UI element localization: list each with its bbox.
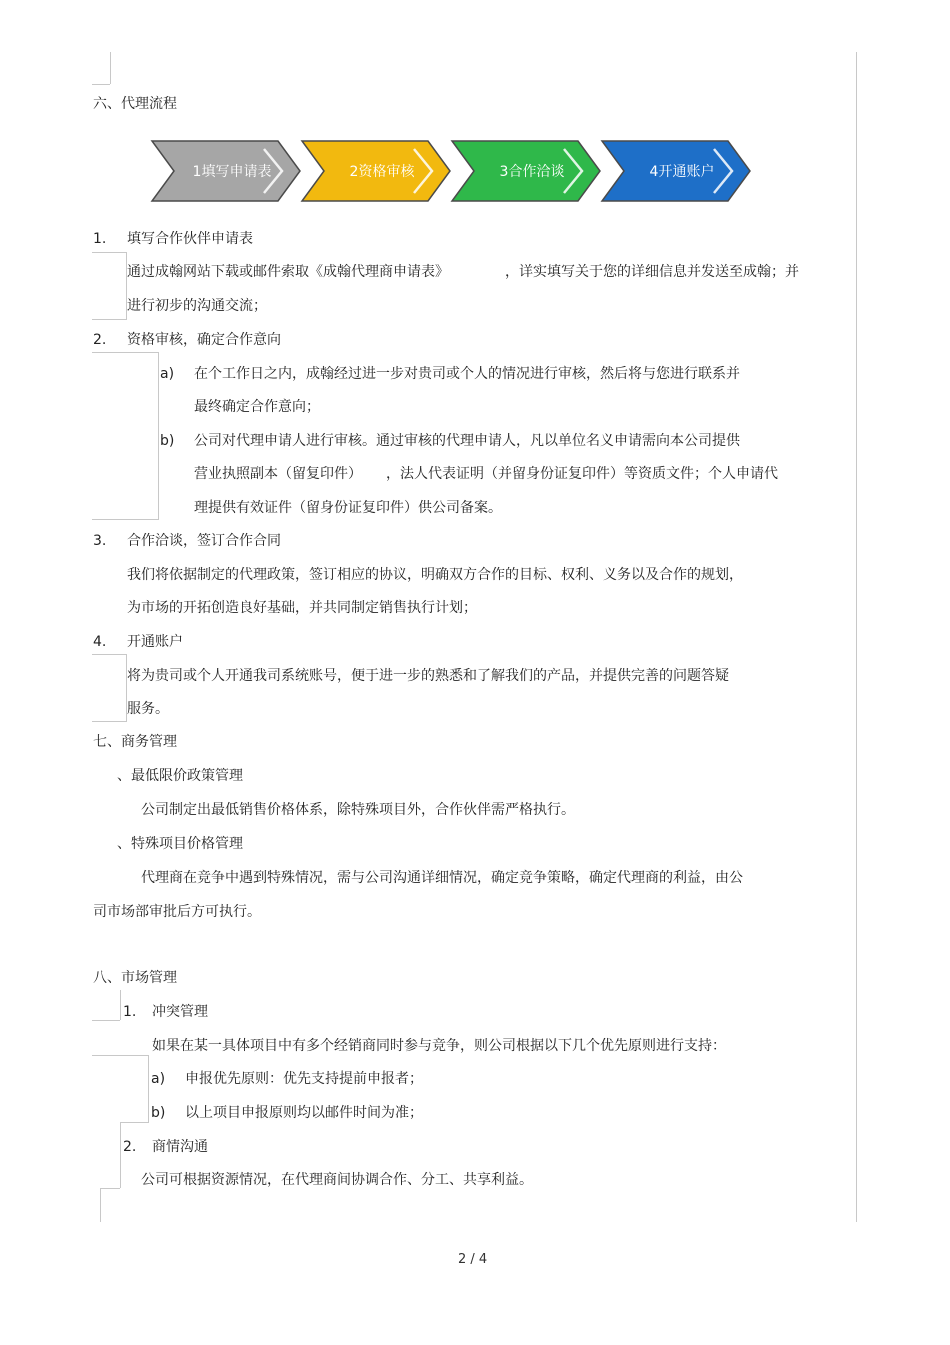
paragraph-line: ，法人代表证明（并留身份证复印件）等资质文件；个人申请代 xyxy=(386,466,778,482)
margin-line xyxy=(92,1020,120,1021)
process-step-label: 3合作洽谈 xyxy=(499,164,565,180)
margin-line xyxy=(92,1055,148,1056)
paragraph-line: 理提供有效证件（留身份证复印件）供公司备案。 xyxy=(194,500,502,516)
margin-line xyxy=(92,252,126,253)
margin-line xyxy=(92,352,158,353)
item-title: 冲突管理 xyxy=(152,1004,208,1020)
paragraph-line: 服务。 xyxy=(127,701,169,717)
paragraph-line: 公司制定出最低销售价格体系，除特殊项目外，合作伙伴需严格执行。 xyxy=(141,802,575,818)
process-step-label: 4开通账户 xyxy=(649,164,715,180)
paragraph-line: 通过成翰网站下载或邮件索取《成翰代理商申请表》 xyxy=(127,264,449,280)
process-step-label: 2资格审核 xyxy=(349,164,415,180)
margin-line xyxy=(92,319,126,320)
paragraph-line: 如果在某一具体项目中有多个经销商同时参与竞争，则公司根据以下几个优先原则进行支持： xyxy=(152,1038,726,1054)
margin-line xyxy=(120,1122,148,1123)
paragraph-line: 在个工作日之内，成翰经过进一步对贵司或个人的情况进行审核，然后将与您进行联系并 xyxy=(194,366,740,382)
paragraph-line: 将为贵司或个人开通我司系统账号，便于进一步的熟悉和了解我们的产品，并提供完善的问题答疑 xyxy=(127,668,729,684)
margin-line xyxy=(110,52,111,84)
section-title-agency-process: 六、代理流程 xyxy=(93,96,177,112)
margin-line xyxy=(100,1188,101,1222)
paragraph-line: 进行初步的沟通交流； xyxy=(127,298,267,314)
section-title-business-management: 七、商务管理 xyxy=(93,734,177,750)
paragraph-line: ，详实填写关于您的详细信息并发送至成翰；并 xyxy=(505,264,799,280)
list-marker: b) xyxy=(160,433,175,449)
margin-line xyxy=(92,721,126,722)
margin-line xyxy=(92,84,110,85)
item-number: 3. xyxy=(93,533,107,549)
list-marker: a) xyxy=(160,366,175,382)
process-step-2 xyxy=(302,141,450,201)
margin-line xyxy=(148,1055,149,1123)
paragraph-line: 为市场的开拓创造良好基础，并共同制定销售执行计划； xyxy=(127,600,477,616)
subsection-title: 、最低限价政策管理 xyxy=(117,768,243,784)
process-step-label: 1填写申请表 xyxy=(192,164,272,180)
paragraph-line: 营业执照副本（留复印件） xyxy=(194,466,362,482)
item-number: 2. xyxy=(93,332,107,348)
item-number: 1. xyxy=(93,231,107,247)
item-title: 商情沟通 xyxy=(152,1139,208,1155)
paragraph-line: 以上项目申报原则均以邮件时间为准； xyxy=(185,1105,423,1121)
process-step-4 xyxy=(602,141,750,201)
item-title: 合作洽谈，签订合作合同 xyxy=(127,533,281,549)
paragraph-line: 最终确定合作意向； xyxy=(194,399,320,415)
margin-line xyxy=(158,352,159,520)
process-flow-diagram xyxy=(150,138,775,204)
page-number: 2 / 4 xyxy=(458,1252,488,1267)
list-marker: a) xyxy=(151,1071,166,1087)
item-title: 开通账户 xyxy=(127,634,183,650)
process-step-3 xyxy=(452,141,600,201)
paragraph-line: 代理商在竞争中遇到特殊情况，需与公司沟通详细情况，确定竞争策略，确定代理商的利益，由公 xyxy=(141,870,743,886)
margin-line xyxy=(120,1122,121,1188)
margin-line xyxy=(92,519,158,520)
margin-line xyxy=(92,654,126,655)
subsection-title: 、特殊项目价格管理 xyxy=(117,836,243,852)
paragraph-line: 公司对代理申请人进行审核。通过审核的代理申请人，凡以单位名义申请需向本公司提供 xyxy=(194,433,740,449)
list-marker: b) xyxy=(151,1105,166,1121)
paragraph-line: 我们将依据制定的代理政策，签订相应的协议，明确双方合作的目标、权利、义务以及合作的规划， xyxy=(127,567,743,583)
item-title: 填写合作伙伴申请表 xyxy=(127,231,253,247)
section-title-market-management: 八、市场管理 xyxy=(93,970,177,986)
item-title: 资格审核，确定合作意向 xyxy=(127,332,281,348)
item-number: 1. xyxy=(123,1004,137,1020)
paragraph-line: 司市场部审批后方可执行。 xyxy=(93,904,261,920)
margin-line xyxy=(100,1188,120,1189)
margin-line xyxy=(120,990,121,1020)
page-border-right xyxy=(856,52,857,1222)
item-number: 4. xyxy=(93,634,107,650)
process-step-1 xyxy=(152,141,300,201)
paragraph-line: 申报优先原则：优先支持提前申报者； xyxy=(185,1071,423,1087)
item-number: 2. xyxy=(123,1139,137,1155)
paragraph-line: 公司可根据资源情况，在代理商间协调合作、分工、共享利益。 xyxy=(141,1172,533,1188)
